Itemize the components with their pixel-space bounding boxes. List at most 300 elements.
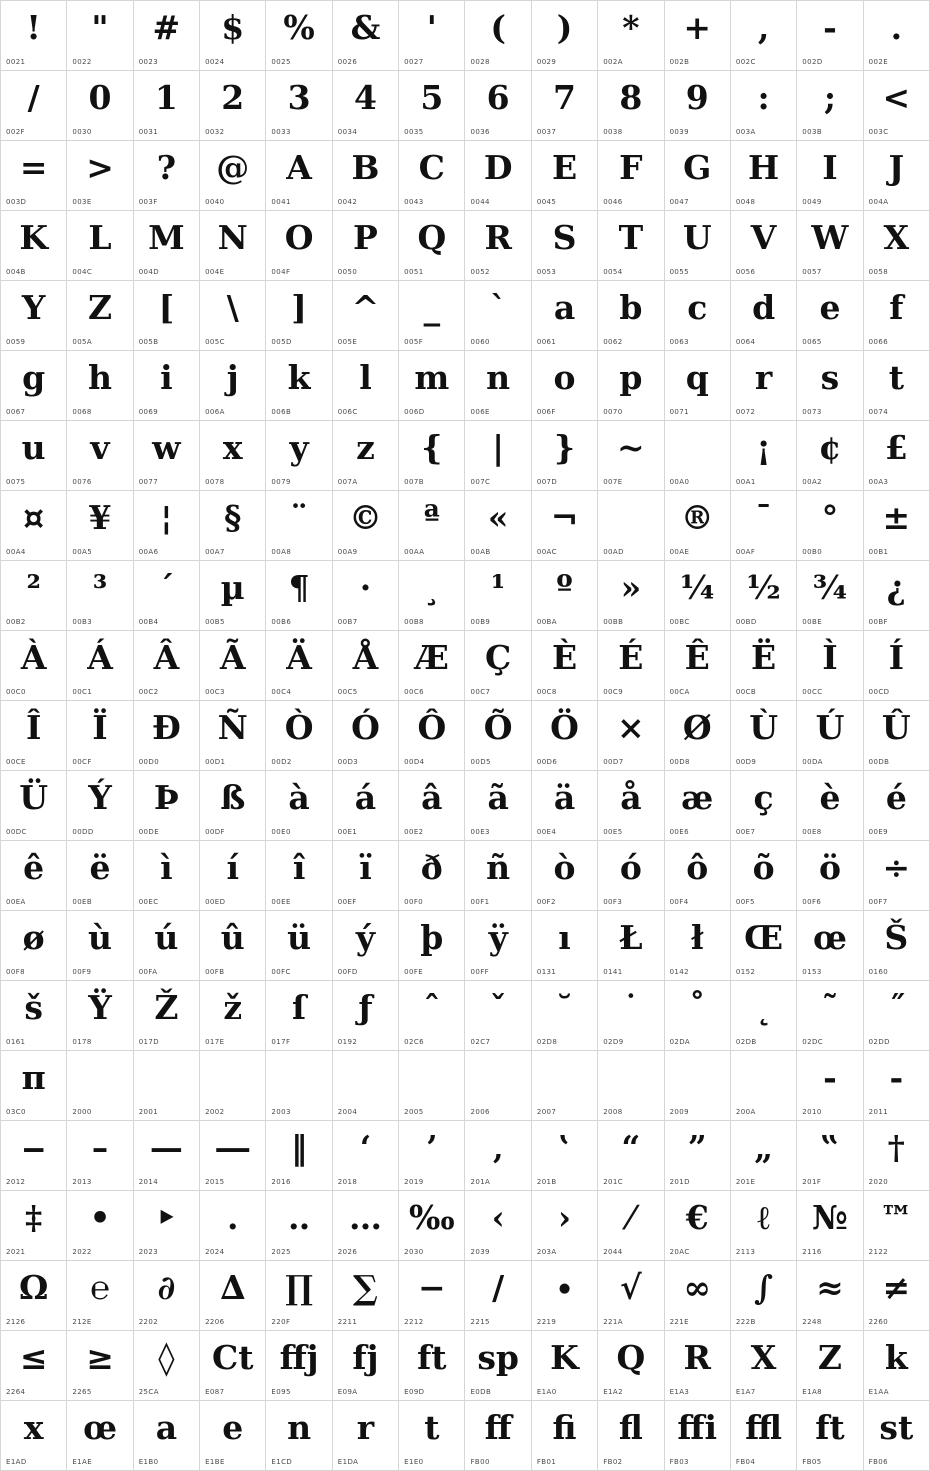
glyph-cell[interactable] <box>200 1121 266 1191</box>
glyph-cell[interactable] <box>333 351 399 421</box>
glyph-cell[interactable] <box>665 631 731 701</box>
glyph-cell[interactable] <box>864 1401 930 1471</box>
glyph-cell[interactable] <box>598 1191 664 1261</box>
glyph-cell[interactable] <box>864 281 930 351</box>
glyph-cell[interactable] <box>598 351 664 421</box>
glyph-cell[interactable] <box>1 141 67 211</box>
glyph-cell[interactable] <box>399 1121 465 1191</box>
glyph-cell[interactable] <box>67 1191 133 1261</box>
glyph-cell[interactable] <box>797 1 863 71</box>
glyph-cell[interactable] <box>67 1121 133 1191</box>
glyph-cell[interactable] <box>731 981 797 1051</box>
glyph-cell[interactable] <box>665 1051 731 1121</box>
glyph-cell[interactable] <box>333 701 399 771</box>
glyph-cell[interactable] <box>465 981 531 1051</box>
glyph-cell[interactable] <box>1 1401 67 1471</box>
glyph-cell[interactable] <box>1 1261 67 1331</box>
glyph-cell[interactable] <box>200 701 266 771</box>
glyph-cell[interactable] <box>134 981 200 1051</box>
glyph-cell[interactable] <box>67 1051 133 1121</box>
glyph-cell[interactable] <box>665 561 731 631</box>
glyph-cell[interactable] <box>200 141 266 211</box>
glyph-cell[interactable] <box>266 491 332 561</box>
glyph-cell[interactable] <box>134 771 200 841</box>
glyph-cell[interactable] <box>797 281 863 351</box>
glyph-cell[interactable] <box>266 71 332 141</box>
glyph-cell[interactable] <box>598 1 664 71</box>
glyph-cell[interactable] <box>399 1051 465 1121</box>
glyph-cell[interactable] <box>598 701 664 771</box>
glyph-cell[interactable] <box>266 1051 332 1121</box>
glyph-cell[interactable] <box>465 281 531 351</box>
glyph-cell[interactable] <box>864 981 930 1051</box>
glyph-cell[interactable] <box>665 1121 731 1191</box>
glyph-cell[interactable] <box>665 1331 731 1401</box>
glyph-cell[interactable] <box>797 491 863 561</box>
glyph-cell[interactable] <box>665 701 731 771</box>
glyph-cell[interactable] <box>1 71 67 141</box>
glyph-cell[interactable] <box>465 631 531 701</box>
glyph-cell[interactable] <box>333 71 399 141</box>
glyph-cell[interactable] <box>333 1261 399 1331</box>
glyph-cell[interactable] <box>598 1121 664 1191</box>
glyph-cell[interactable] <box>399 1261 465 1331</box>
glyph-cell[interactable] <box>465 71 531 141</box>
glyph-cell[interactable] <box>465 351 531 421</box>
glyph-cell[interactable] <box>665 911 731 981</box>
glyph-cell[interactable] <box>399 281 465 351</box>
glyph-cell[interactable] <box>532 841 598 911</box>
glyph-cell[interactable] <box>532 141 598 211</box>
glyph-cell[interactable] <box>731 771 797 841</box>
glyph-codepoint: 00A2 <box>802 478 823 486</box>
glyph-cell[interactable] <box>200 1191 266 1261</box>
glyph-cell[interactable] <box>665 491 731 561</box>
glyph-cell[interactable] <box>200 631 266 701</box>
glyph-cell[interactable] <box>731 1401 797 1471</box>
glyph-cell[interactable] <box>134 1401 200 1471</box>
glyph-cell[interactable] <box>399 71 465 141</box>
glyph-cell[interactable] <box>598 71 664 141</box>
glyph-cell[interactable] <box>532 771 598 841</box>
glyph-cell[interactable] <box>864 211 930 281</box>
glyph-cell[interactable] <box>399 771 465 841</box>
glyph-cell[interactable] <box>134 141 200 211</box>
glyph-cell[interactable] <box>532 631 598 701</box>
glyph-cell[interactable] <box>1 631 67 701</box>
glyph-cell[interactable] <box>333 841 399 911</box>
glyph-cell[interactable] <box>797 351 863 421</box>
glyph-cell[interactable] <box>598 561 664 631</box>
glyph-cell[interactable] <box>266 701 332 771</box>
glyph-cell[interactable] <box>598 281 664 351</box>
glyph-cell[interactable] <box>200 421 266 491</box>
glyph-character: Ú <box>815 708 845 747</box>
glyph-cell[interactable] <box>532 351 598 421</box>
glyph-cell[interactable] <box>200 1401 266 1471</box>
glyph-cell[interactable] <box>266 1261 332 1331</box>
glyph-cell[interactable] <box>333 1121 399 1191</box>
glyph-cell[interactable] <box>399 141 465 211</box>
glyph-cell[interactable] <box>333 211 399 281</box>
glyph-cell[interactable] <box>134 1331 200 1401</box>
glyph-cell[interactable] <box>731 1261 797 1331</box>
glyph-cell[interactable] <box>67 141 133 211</box>
glyph-cell[interactable] <box>399 1331 465 1401</box>
glyph-cell[interactable] <box>731 141 797 211</box>
glyph-cell[interactable] <box>67 1401 133 1471</box>
glyph-cell[interactable] <box>532 911 598 981</box>
glyph-cell[interactable] <box>200 561 266 631</box>
glyph-cell[interactable] <box>399 701 465 771</box>
glyph-cell[interactable] <box>134 421 200 491</box>
glyph-cell[interactable] <box>333 1191 399 1261</box>
glyph-cell[interactable] <box>665 211 731 281</box>
glyph-cell[interactable] <box>266 911 332 981</box>
glyph-cell[interactable] <box>134 71 200 141</box>
glyph-cell[interactable] <box>598 981 664 1051</box>
glyph-cell[interactable] <box>665 71 731 141</box>
glyph-cell[interactable] <box>864 491 930 561</box>
glyph-cell[interactable] <box>134 1261 200 1331</box>
glyph-cell[interactable] <box>797 771 863 841</box>
glyph-cell[interactable] <box>532 1 598 71</box>
glyph-cell[interactable] <box>797 71 863 141</box>
glyph-cell[interactable] <box>731 1 797 71</box>
glyph-cell[interactable] <box>333 1331 399 1401</box>
glyph-cell[interactable] <box>1 1121 67 1191</box>
glyph-cell[interactable] <box>731 1191 797 1261</box>
glyph-cell[interactable] <box>200 1051 266 1121</box>
glyph-cell[interactable] <box>333 771 399 841</box>
glyph-cell[interactable] <box>532 71 598 141</box>
glyph-cell[interactable] <box>200 1331 266 1401</box>
glyph-cell[interactable] <box>67 281 133 351</box>
glyph-cell[interactable] <box>532 491 598 561</box>
glyph-cell[interactable] <box>731 911 797 981</box>
glyph-cell[interactable] <box>731 281 797 351</box>
glyph-cell[interactable] <box>598 491 664 561</box>
glyph-cell[interactable] <box>266 351 332 421</box>
glyph-cell[interactable] <box>598 841 664 911</box>
glyph-cell[interactable] <box>532 211 598 281</box>
glyph-cell[interactable] <box>67 491 133 561</box>
glyph-cell[interactable] <box>665 281 731 351</box>
glyph-cell[interactable] <box>134 1191 200 1261</box>
glyph-cell[interactable] <box>399 421 465 491</box>
glyph-cell[interactable] <box>134 281 200 351</box>
glyph-cell[interactable] <box>67 701 133 771</box>
glyph-cell[interactable] <box>864 141 930 211</box>
glyph-cell[interactable] <box>1 771 67 841</box>
glyph-cell[interactable] <box>333 1051 399 1121</box>
glyph-cell[interactable] <box>1 351 67 421</box>
glyph-cell[interactable] <box>598 141 664 211</box>
glyph-cell[interactable] <box>399 631 465 701</box>
glyph-cell[interactable] <box>864 351 930 421</box>
glyph-cell[interactable] <box>266 281 332 351</box>
glyph-cell[interactable] <box>399 841 465 911</box>
glyph-cell[interactable] <box>134 211 200 281</box>
glyph-cell[interactable] <box>665 1261 731 1331</box>
glyph-cell[interactable] <box>598 911 664 981</box>
glyph-cell[interactable] <box>731 631 797 701</box>
glyph-cell[interactable] <box>532 1401 598 1471</box>
glyph-cell[interactable] <box>266 141 332 211</box>
glyph-cell[interactable] <box>266 1191 332 1261</box>
glyph-cell[interactable] <box>67 1261 133 1331</box>
glyph-cell[interactable] <box>731 561 797 631</box>
glyph-cell[interactable] <box>598 1051 664 1121</box>
glyph-cell[interactable] <box>598 631 664 701</box>
glyph-cell[interactable] <box>134 911 200 981</box>
glyph-cell[interactable] <box>67 981 133 1051</box>
glyph-cell[interactable] <box>134 491 200 561</box>
glyph-character: r <box>754 358 773 397</box>
glyph-cell[interactable] <box>1 421 67 491</box>
glyph-cell[interactable] <box>200 71 266 141</box>
glyph-cell[interactable] <box>797 841 863 911</box>
glyph-cell[interactable] <box>731 701 797 771</box>
glyph-cell[interactable] <box>731 71 797 141</box>
glyph-cell[interactable] <box>1 1 67 71</box>
glyph-cell[interactable] <box>67 421 133 491</box>
glyph-cell[interactable] <box>665 351 731 421</box>
glyph-cell[interactable] <box>864 1 930 71</box>
glyph-cell[interactable] <box>532 701 598 771</box>
glyph-cell[interactable] <box>67 1 133 71</box>
glyph-cell[interactable] <box>598 1401 664 1471</box>
glyph-cell[interactable] <box>200 211 266 281</box>
glyph-cell[interactable] <box>532 1051 598 1121</box>
glyph-cell[interactable] <box>731 351 797 421</box>
glyph-cell[interactable] <box>134 561 200 631</box>
glyph-cell[interactable] <box>598 211 664 281</box>
glyph-cell[interactable] <box>797 911 863 981</box>
glyph-cell[interactable] <box>200 1 266 71</box>
glyph-cell[interactable] <box>67 841 133 911</box>
glyph-cell[interactable] <box>864 561 930 631</box>
glyph-cell[interactable] <box>1 911 67 981</box>
glyph-cell[interactable] <box>67 71 133 141</box>
glyph-cell[interactable] <box>266 1121 332 1191</box>
glyph-cell[interactable] <box>465 141 531 211</box>
glyph-cell[interactable] <box>465 421 531 491</box>
glyph-cell[interactable] <box>1 1051 67 1121</box>
glyph-cell[interactable] <box>399 351 465 421</box>
glyph-cell[interactable] <box>134 1 200 71</box>
glyph-cell[interactable] <box>598 1331 664 1401</box>
glyph-cell[interactable] <box>864 1261 930 1331</box>
glyph-cell[interactable] <box>797 701 863 771</box>
glyph-cell[interactable] <box>465 491 531 561</box>
glyph-cell[interactable] <box>797 1191 863 1261</box>
glyph-cell[interactable] <box>399 561 465 631</box>
glyph-cell[interactable] <box>797 1401 863 1471</box>
glyph-cell[interactable] <box>465 1401 531 1471</box>
glyph-cell[interactable] <box>665 981 731 1051</box>
glyph-cell[interactable] <box>200 841 266 911</box>
glyph-cell[interactable] <box>797 561 863 631</box>
glyph-cell[interactable] <box>266 1 332 71</box>
glyph-cell[interactable] <box>731 421 797 491</box>
glyph-cell[interactable] <box>797 1051 863 1121</box>
glyph-character: : <box>757 78 770 117</box>
glyph-cell[interactable] <box>399 981 465 1051</box>
glyph-cell[interactable] <box>864 771 930 841</box>
glyph-cell[interactable] <box>532 981 598 1051</box>
glyph-cell[interactable] <box>465 1331 531 1401</box>
glyph-cell[interactable] <box>399 211 465 281</box>
glyph-cell[interactable] <box>465 211 531 281</box>
glyph-cell[interactable] <box>266 771 332 841</box>
glyph-cell[interactable] <box>200 281 266 351</box>
glyph-cell[interactable] <box>399 1401 465 1471</box>
glyph-cell[interactable] <box>200 771 266 841</box>
glyph-cell[interactable] <box>67 211 133 281</box>
glyph-cell[interactable] <box>333 981 399 1051</box>
glyph-cell[interactable] <box>731 1051 797 1121</box>
glyph-cell[interactable] <box>333 1401 399 1471</box>
glyph-cell[interactable] <box>134 701 200 771</box>
glyph-cell[interactable] <box>1 561 67 631</box>
glyph-cell[interactable] <box>333 491 399 561</box>
glyph-cell[interactable] <box>1 1191 67 1261</box>
glyph-cell[interactable] <box>864 421 930 491</box>
glyph-cell[interactable] <box>532 281 598 351</box>
glyph-cell[interactable] <box>797 631 863 701</box>
glyph-cell[interactable] <box>797 981 863 1051</box>
glyph-cell[interactable] <box>465 1121 531 1191</box>
glyph-cell[interactable] <box>532 1331 598 1401</box>
glyph-cell[interactable] <box>266 561 332 631</box>
glyph-cell[interactable] <box>864 1121 930 1191</box>
glyph-codepoint: 00BC <box>669 618 690 626</box>
glyph-cell[interactable] <box>134 631 200 701</box>
glyph-cell[interactable] <box>465 701 531 771</box>
glyph-cell[interactable] <box>731 1331 797 1401</box>
glyph-cell[interactable] <box>598 1261 664 1331</box>
glyph-cell[interactable] <box>532 1191 598 1261</box>
glyph-cell[interactable] <box>134 1051 200 1121</box>
glyph-character: | <box>492 428 505 467</box>
glyph-cell[interactable] <box>665 421 731 491</box>
glyph-cell[interactable] <box>266 631 332 701</box>
glyph-cell[interactable] <box>1 701 67 771</box>
glyph-cell[interactable] <box>67 631 133 701</box>
glyph-cell[interactable] <box>797 1261 863 1331</box>
glyph-cell[interactable] <box>266 841 332 911</box>
glyph-cell[interactable] <box>333 421 399 491</box>
glyph-cell[interactable] <box>266 421 332 491</box>
glyph-cell[interactable] <box>532 421 598 491</box>
glyph-cell[interactable] <box>665 771 731 841</box>
glyph-cell[interactable] <box>67 561 133 631</box>
glyph-cell[interactable] <box>797 1331 863 1401</box>
glyph-cell[interactable] <box>532 1261 598 1331</box>
glyph-cell[interactable] <box>864 1191 930 1261</box>
glyph-cell[interactable] <box>1 841 67 911</box>
glyph-cell[interactable] <box>67 911 133 981</box>
glyph-cell[interactable] <box>333 631 399 701</box>
glyph-cell[interactable] <box>134 1121 200 1191</box>
glyph-cell[interactable] <box>200 351 266 421</box>
glyph-cell[interactable] <box>465 1191 531 1261</box>
glyph-cell[interactable] <box>864 701 930 771</box>
glyph-cell[interactable] <box>134 351 200 421</box>
glyph-cell[interactable] <box>598 771 664 841</box>
glyph-cell[interactable] <box>665 141 731 211</box>
glyph-cell[interactable] <box>1 491 67 561</box>
glyph-cell[interactable] <box>864 71 930 141</box>
glyph-cell[interactable] <box>266 211 332 281</box>
glyph-cell[interactable] <box>1 1331 67 1401</box>
glyph-cell[interactable] <box>266 1331 332 1401</box>
glyph-cell[interactable] <box>333 911 399 981</box>
glyph-cell[interactable] <box>665 1191 731 1261</box>
glyph-cell[interactable] <box>399 491 465 561</box>
glyph-cell[interactable] <box>67 351 133 421</box>
glyph-cell[interactable] <box>665 1401 731 1471</box>
glyph-cell[interactable] <box>465 561 531 631</box>
glyph-cell[interactable] <box>598 421 664 491</box>
glyph-cell[interactable] <box>465 841 531 911</box>
glyph-cell[interactable] <box>864 911 930 981</box>
glyph-cell[interactable] <box>399 1191 465 1261</box>
glyph-cell[interactable] <box>333 281 399 351</box>
glyph-cell[interactable] <box>864 1051 930 1121</box>
glyph-cell[interactable] <box>67 771 133 841</box>
glyph-cell[interactable] <box>333 1 399 71</box>
glyph-cell[interactable] <box>200 911 266 981</box>
glyph-cell[interactable] <box>731 211 797 281</box>
glyph-cell[interactable] <box>1 981 67 1051</box>
glyph-cell[interactable] <box>532 1121 598 1191</box>
glyph-cell[interactable] <box>1 281 67 351</box>
glyph-cell[interactable] <box>266 981 332 1051</box>
glyph-cell[interactable] <box>864 631 930 701</box>
glyph-cell[interactable] <box>797 141 863 211</box>
glyph-cell[interactable] <box>333 141 399 211</box>
glyph-cell[interactable] <box>67 1331 133 1401</box>
glyph-cell[interactable] <box>1 211 67 281</box>
glyph-cell[interactable] <box>465 911 531 981</box>
glyph-cell[interactable] <box>399 911 465 981</box>
glyph-cell[interactable] <box>200 491 266 561</box>
glyph-cell[interactable] <box>266 1401 332 1471</box>
glyph-cell[interactable] <box>465 771 531 841</box>
glyph-cell[interactable] <box>399 1 465 71</box>
glyph-cell[interactable] <box>797 421 863 491</box>
glyph-cell[interactable] <box>465 1261 531 1331</box>
glyph-cell[interactable] <box>200 981 266 1051</box>
glyph-cell[interactable] <box>532 561 598 631</box>
glyph-cell[interactable] <box>465 1051 531 1121</box>
glyph-cell[interactable] <box>134 841 200 911</box>
glyph-cell[interactable] <box>731 1121 797 1191</box>
glyph-cell[interactable] <box>731 841 797 911</box>
glyph-cell[interactable] <box>864 841 930 911</box>
glyph-cell[interactable] <box>797 1121 863 1191</box>
glyph-cell[interactable] <box>665 1 731 71</box>
glyph-cell[interactable] <box>200 1261 266 1331</box>
glyph-cell[interactable] <box>465 1 531 71</box>
glyph-cell[interactable] <box>731 491 797 561</box>
glyph-cell[interactable] <box>864 1331 930 1401</box>
glyph-cell[interactable] <box>333 561 399 631</box>
glyph-cell[interactable] <box>665 841 731 911</box>
glyph-cell[interactable] <box>797 211 863 281</box>
